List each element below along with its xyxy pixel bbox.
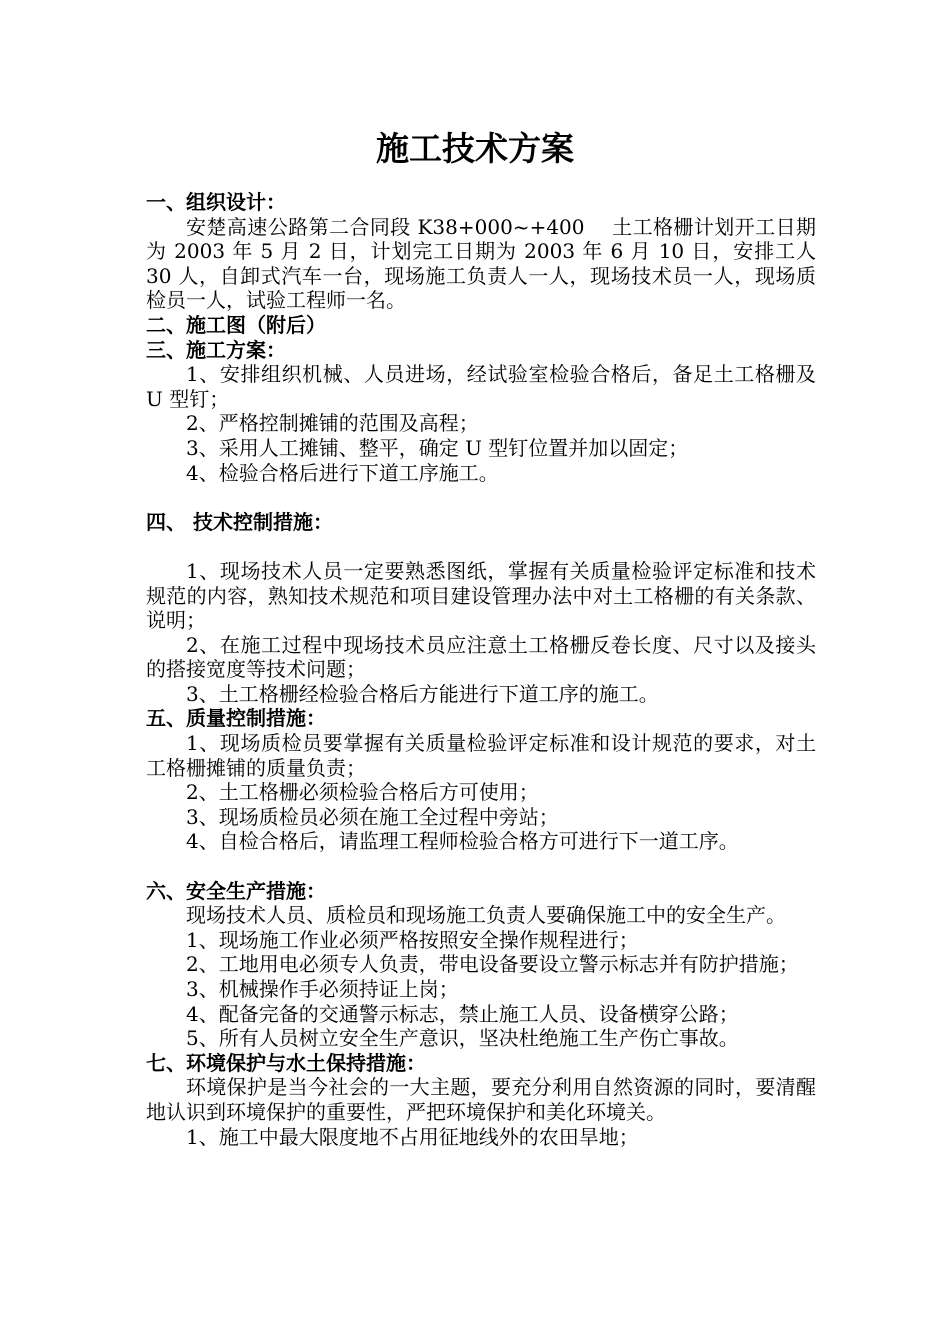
section-paragraph: 安楚高速公路第二合同段 K38+000~+400 土工格栅计划开工日期为 2003 年 5 月 2 日，计划完工日期为 2003 年 6 月 10 日，安排工人 30 人，自卸式汽车一台，现场施工负责人一人，现场技术员一人，现场质检员一人，试验工程师一名。 — [146, 214, 816, 313]
section-heading-construction-plan: 三、施工方案： — [146, 337, 286, 362]
list-item: 1、现场质检员要掌握有关质量检验评定标准和设计规范的要求，对土工格栅摊铺的质量负责； — [146, 731, 816, 780]
list-item: 5、所有人员树立安全生产意识，坚决杜绝施工生产伤亡事故。 — [186, 1026, 739, 1051]
page-title: 施工技术方案 — [376, 129, 574, 168]
list-item: 3、采用人工摊铺、整平，确定 U 型钉位置并加以固定； — [186, 435, 689, 460]
list-item: 3、现场质检员必须在施工全过程中旁站； — [186, 804, 559, 829]
list-item: 2、在施工过程中现场技术员应注意土工格栅反卷长度、尺寸以及接头的搭接宽度等技术问题； — [146, 632, 816, 682]
list-item: 1、施工中最大限度地不占用征地线外的农田旱地； — [186, 1124, 639, 1149]
section-heading-safety: 六、安全生产措施： — [146, 878, 326, 903]
list-item: 4、检验合格后进行下道工序施工。 — [186, 460, 499, 485]
list-item: 1、安排组织机械、人员进场，经试验室检验合格后，备足土工格栅及 U 型钉； — [146, 362, 816, 411]
section-heading-environment: 七、环境保护与水土保持措施： — [146, 1050, 426, 1075]
list-item: 2、土工格栅必须检验合格后方可使用； — [186, 780, 539, 805]
section-paragraph: 现场技术人员、质检员和现场施工负责人要确保施工中的安全生产。 — [186, 903, 786, 928]
list-item: 1、现场施工作业必须严格按照安全操作规程进行； — [186, 927, 639, 952]
document-body — [146, 190, 816, 1149]
list-item: 1、现场技术人员一定要熟悉图纸，掌握有关质量检验评定标准和技术规范的内容，熟知技术规范和项目建设管理办法中对土工格栅的有关条款、说明； — [146, 558, 816, 633]
list-item: 3、机械操作手必须持证上岗； — [186, 977, 459, 1001]
list-item: 3、土工格栅经检验合格后方能进行下道工序的施工。 — [186, 681, 659, 706]
list-item: 4、配备完备的交通警示标志，禁止施工人员、设备横穿公路； — [186, 1001, 739, 1026]
list-item: 2、严格控制摊铺的范围及高程； — [186, 411, 479, 436]
list-item: 4、自检合格后，请监理工程师检验合格方可进行下一道工序。 — [186, 829, 739, 854]
section-heading-drawings: 二、施工图（附后） — [146, 312, 326, 337]
section-heading-quality-control: 五、质量控制措施： — [146, 706, 326, 731]
section-paragraph: 环境保护是当今社会的一大主题，要充分利用自然资源的同时，要清醒地认识到环境保护的重要性，严把环境保护和美化环境关。 — [146, 1075, 816, 1124]
section-heading-technical-control: 四、 技术控制措施： — [146, 509, 333, 534]
list-item: 2、工地用电必须专人负责，带电设备要设立警示标志并有防护措施； — [186, 952, 799, 977]
section-heading-organization: 一、组织设计： — [146, 190, 286, 214]
